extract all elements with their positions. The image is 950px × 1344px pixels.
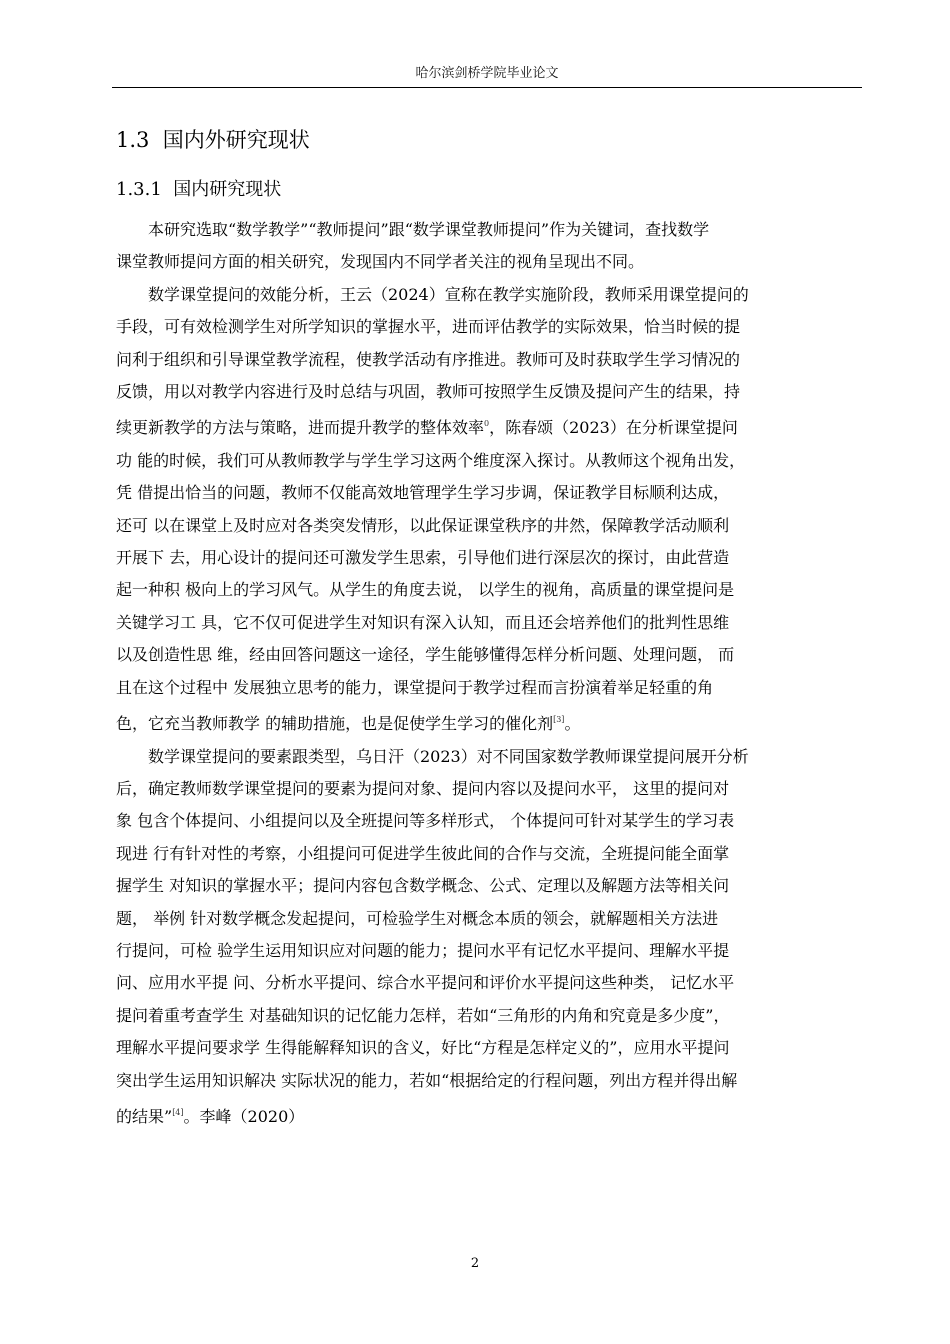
text-line: 本研究选取“数学教学”“教师提问”跟“数学课堂教师提问”作为关键词，查找数学	[148, 220, 710, 239]
text-line: 问利于组织和引导课堂教学流程，使教学活动有序推进。教师可及时获取学生学习情况的	[116, 349, 741, 369]
subsection-title: 国内研究现状	[173, 179, 282, 200]
section-number: 1.3	[116, 128, 150, 152]
subsection-number: 1.3.1	[116, 179, 162, 200]
text-line: 开展下 去，用心设计的提问还可激发学生思索，引导他们进行深层次的探讨，由此营造	[116, 548, 730, 568]
text-line: 凭 借提出恰当的问题，教师不仅能高效地管理学生学习步调，保证教学目标顺利达成，	[116, 483, 730, 503]
text-line: 象 包含个体提问、小组提问以及全班提问等多样形式， 个体提问可针对某学生的学习表	[116, 811, 735, 831]
text-line: ，陈春颂（2023）在分析课堂提问	[489, 418, 738, 438]
text-line: 反馈，用以对教学内容进行及时总结与巩固，教师可按照学生反馈及提问产生的结果，持	[116, 382, 741, 402]
paragraph-2	[116, 279, 858, 741]
text-line: 起一种积 极向上的学习风气。从学生的角度去说， 以学生的视角，高质量的课堂提问是	[116, 580, 735, 600]
text-line: 现进 行有针对性的考察，小组提问可促进学生彼此间的合作与交流，全班提问能全面掌	[116, 843, 730, 863]
text-line: 功 能的时候，我们可从教师教学与学生学习这两个维度深入探讨。从教师这个视角出发，	[116, 450, 746, 470]
text-line: 问、应用水平提 问、分析水平提问、综合水平提问和评价水平提问这些种类， 记忆水平	[116, 973, 735, 993]
text-line: 以及创造性思 维，经由回答问题这一途径，学生能够懂得怎样分析问题、处理问题， 而	[116, 645, 735, 665]
citation-ref: 0	[484, 419, 490, 429]
text-line: 课堂教师提问方面的相关研究，发现国内不同学者关注的视角呈现出不同。	[116, 252, 645, 272]
text-line: 手段，可有效检测学生对所学知识的掌握水平，进而评估教学的实际效果，恰当时候的提	[116, 317, 741, 337]
text-line: 。李峰（2020）	[183, 1106, 305, 1126]
text-line: 的结果”	[116, 1106, 173, 1126]
text-line: 还可 以在课堂上及时应对各类突发情形，以此保证课堂秩序的井然，保障教学活动顺利	[116, 515, 730, 535]
text-line: 行提问，可检 验学生运用知识应对问题的能力；提问水平有记忆水平提问、理解水平提	[116, 940, 730, 960]
text-line: 理解水平提问要求学 生得能解释知识的含义，好比“方程是怎样定义的”，应用水平提问	[116, 1038, 730, 1058]
text-line: 且在这个过程中 发展独立思考的能力，课堂提问于教学过程而言扮演着举足轻重的角	[116, 677, 714, 697]
header-rule	[112, 87, 862, 88]
text-line: 后，确定教师数学课堂提问的要素为提问对象、提问内容以及提问水平， 这里的提问对	[116, 778, 730, 798]
text-line: 突出学生运用知识解决 实际状况的能力，若如“根据给定的行程问题，列出方程并得出解	[116, 1070, 738, 1090]
citation-ref: [4]	[172, 1107, 184, 1117]
citation-ref: [3]	[553, 715, 565, 725]
section-heading	[116, 124, 310, 154]
page-number: 2	[470, 1256, 480, 1271]
text-line: 数学课堂提问的效能分析，王云（2024）宣称在教学实施阶段，教师采用课堂提问的	[148, 284, 749, 304]
body-text	[116, 214, 858, 1133]
text-line: 。	[564, 714, 581, 734]
subsection-heading	[116, 175, 281, 201]
text-line: 握学生 对知识的掌握水平；提问内容包含数学概念、公式、定理以及解题方法等相关问	[116, 876, 730, 896]
text-line: 数学课堂提问的要素跟类型，乌日汗（2023）对不同国家数学教师课堂提问展开分析	[148, 746, 749, 766]
running-header: 哈尔滨剑桥学院毕业论文	[415, 66, 559, 81]
paragraph-3	[116, 741, 858, 1134]
text-line: 关键学习工 具，它不仅可促进学生对知识有深入认知，而且还会培养他们的批判性思维	[116, 612, 730, 632]
text-line: 色，它充当教师教学 的辅助措施，也是促使学生学习的催化剂	[116, 714, 554, 734]
paragraph-1	[116, 214, 858, 279]
section-title: 国内外研究现状	[162, 128, 310, 152]
text-line: 题， 举例 针对数学概念发起提问，可检验学生对概念本质的领会，就解题相关方法进	[116, 908, 719, 928]
text-line: 提问着重考查学生 对基础知识的记忆能力怎样，若如“三角形的内角和究竟是多少度”，	[116, 1005, 730, 1025]
text-line: 续更新教学的方法与策略，进而提升教学的整体效率	[116, 418, 485, 438]
